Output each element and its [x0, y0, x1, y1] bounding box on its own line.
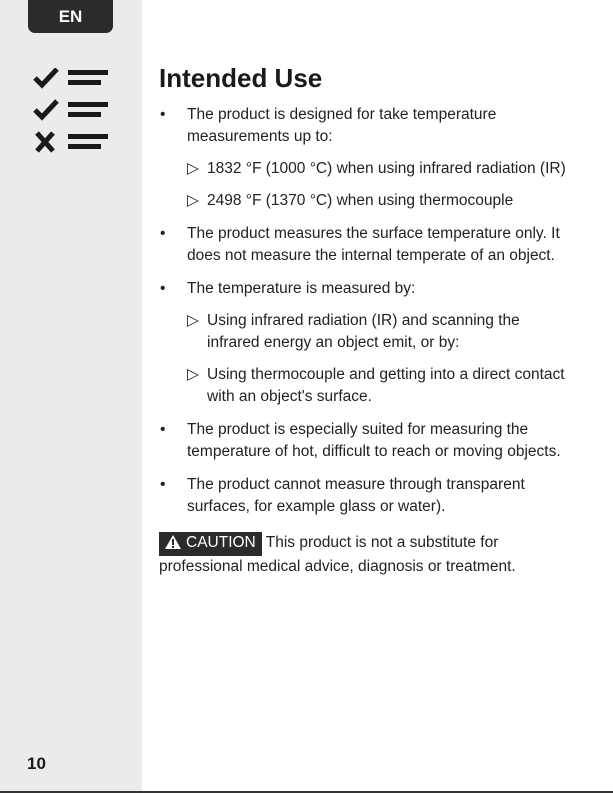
triangle-arrow-icon: ▷ — [187, 192, 199, 209]
sub-text: 1832 °F (1000 °C) when using infrared radiation (IR) — [207, 160, 566, 177]
triangle-arrow-icon: ▷ — [187, 312, 199, 329]
sub-item — [159, 310, 569, 354]
sub-item — [159, 190, 569, 212]
sub-text: 2498 °F (1370 °C) when using thermocouple — [207, 192, 514, 209]
bullet-text: The product measures the surface temperature only. It does not measure the internal temperate of an object. — [187, 225, 560, 264]
sub-item — [159, 364, 569, 408]
caution-badge — [159, 532, 262, 556]
language-label: EN — [58, 6, 83, 26]
page-number: 10 — [27, 754, 46, 773]
bullet-item — [159, 223, 569, 267]
bullet-item — [159, 474, 569, 518]
bullet-symbol: • — [160, 476, 166, 493]
caution-notice — [159, 532, 569, 578]
sub-text: Using thermocouple and getting into a direct contact with an object's surface. — [207, 366, 565, 405]
triangle-arrow-icon: ▷ — [187, 160, 199, 177]
main-content — [159, 62, 569, 578]
caution-label: CAUTION — [186, 534, 256, 551]
sub-text: Using infrared radiation (IR) and scanning the infrared energy an object emit, or by: — [207, 312, 520, 351]
bullet-text: The product is designed for take temperature measurements up to: — [187, 106, 497, 145]
bullet-symbol: • — [160, 421, 166, 438]
bullet-text: The product is especially suited for measuring the temperature of hot, difficult to reach or moving objects. — [187, 421, 561, 460]
bullet-symbol: • — [160, 280, 166, 297]
warning-triangle-icon — [165, 534, 181, 556]
language-tab — [28, 0, 113, 33]
bullet-symbol: • — [160, 225, 166, 242]
bullet-item — [159, 104, 569, 148]
page-title: Intended Use — [159, 63, 323, 93]
checklist-icon — [33, 68, 113, 158]
caution-text: This product is not a substitute for professional medical advice, diagnosis or treatment. — [159, 534, 516, 575]
bullet-item — [159, 419, 569, 463]
bullet-text: The product cannot measure through transparent surfaces, for example glass or water). — [187, 476, 525, 515]
triangle-arrow-icon: ▷ — [187, 366, 199, 383]
sub-item — [159, 158, 569, 180]
bullet-symbol: • — [160, 106, 166, 123]
bullet-text: The temperature is measured by: — [187, 280, 416, 297]
bullet-item — [159, 278, 569, 300]
sidebar — [0, 0, 142, 793]
